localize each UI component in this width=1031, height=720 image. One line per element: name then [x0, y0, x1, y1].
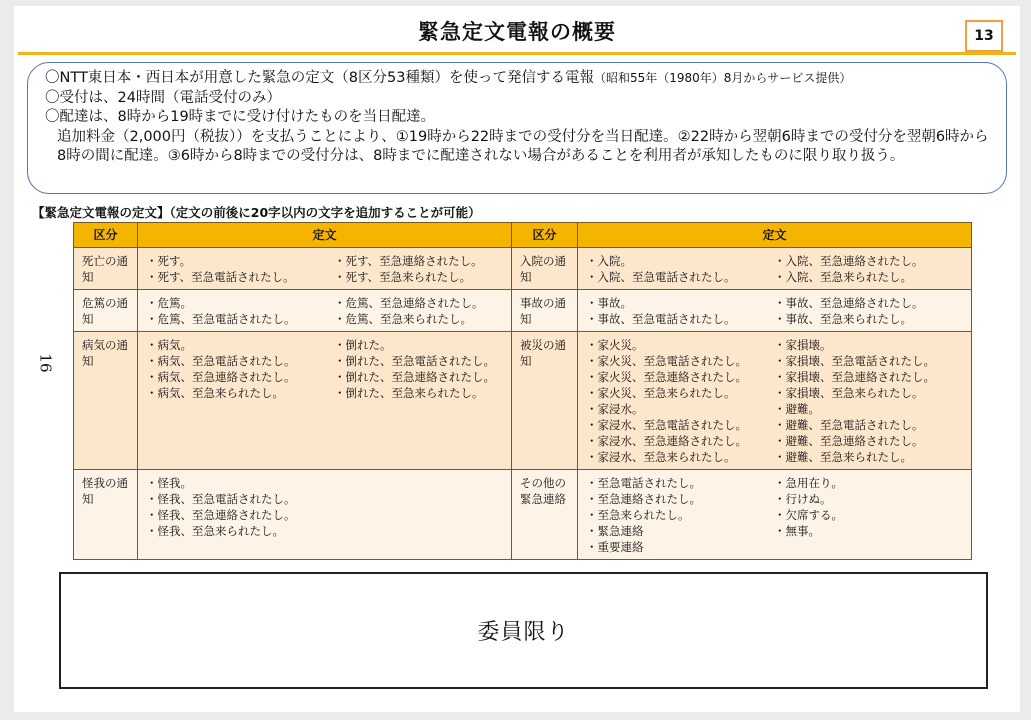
- phrases-columns: [146, 475, 505, 539]
- phrase-entry: ・入院、至急連絡されたし。: [774, 254, 924, 268]
- phrase-entry: ・家火災、至急来られたし。: [586, 386, 736, 400]
- header-text-left: 定文: [138, 223, 512, 248]
- phrase-column: [774, 295, 965, 327]
- summary-line-service: [45, 69, 990, 89]
- phrases-cell: [578, 290, 972, 332]
- committee-only-box: [59, 572, 988, 689]
- phrase-entry: ・急用在り。: [774, 476, 843, 490]
- phrase-entry: ・避難、至急電話されたし。: [774, 418, 924, 432]
- phrase-entry: ・病気。: [146, 338, 192, 352]
- category-cell: その他の緊急連絡: [512, 470, 578, 560]
- phrase-entry: ・事故、至急来られたし。: [774, 312, 912, 326]
- title-underline: [18, 52, 1016, 55]
- summary-service-text: 〇NTT東日本・西日本が用意した緊急の定文（8区分53種類）を使って発信する電報: [45, 70, 594, 86]
- header-category-left: 区分: [74, 223, 138, 248]
- phrase-entry: ・避難、至急連絡されたし。: [774, 434, 924, 448]
- phrase-entry: ・怪我、至急連絡されたし。: [146, 508, 296, 522]
- phrase-entry: ・欠席する。: [774, 508, 843, 522]
- phrase-entry: ・家火災、至急電話されたし。: [586, 354, 747, 368]
- phrases-columns: [586, 253, 965, 285]
- phrase-entry: ・病気、至急連絡されたし。: [146, 370, 296, 384]
- phrase-entry: ・危篤、至急連絡されたし。: [334, 296, 484, 310]
- phrase-entry: ・死す、至急来られたし。: [334, 270, 472, 284]
- phrase-entry: ・避難。: [774, 402, 820, 416]
- phrase-entry: ・入院、至急来られたし。: [774, 270, 912, 284]
- phrase-column: [334, 253, 505, 285]
- header-category-right: 区分: [512, 223, 578, 248]
- phrase-entry: ・入院、至急電話されたし。: [586, 270, 736, 284]
- phrase-column: [146, 295, 334, 327]
- phrase-entry: ・怪我、至急電話されたし。: [146, 492, 296, 506]
- phrases-columns: [586, 337, 965, 465]
- phrase-entry: ・事故、至急電話されたし。: [586, 312, 736, 326]
- summary-line-extra-fee: 追加料金（2,000円（税抜））を支払うことにより、①19時から22時までの受付分を当日配達。②22時から翌朝6時までの受付分を翌朝6時から8時の間に配達。③6時から8時までの受付分は、8時までに配達されない場合があることを利用者が承知したものに限り取り扱う。: [57, 128, 989, 164]
- phrase-entry: ・危篤、至急電話されたし。: [146, 312, 296, 326]
- phrase-entry: ・事故、至急連絡されたし。: [774, 296, 924, 310]
- phrase-column: [586, 475, 774, 555]
- phrase-column: [774, 337, 965, 465]
- phrase-entry: ・緊急連絡: [586, 524, 644, 538]
- phrase-entry: ・家損壊、至急来られたし。: [774, 386, 924, 400]
- table-row: [74, 290, 972, 332]
- phrase-column: [586, 295, 774, 327]
- phrases-columns: [146, 295, 505, 327]
- phrase-column: [334, 475, 505, 539]
- table-row: [74, 332, 972, 470]
- phrases-columns: [146, 253, 505, 285]
- page-number-box: 13: [965, 20, 1003, 52]
- side-page-number: 16: [36, 353, 55, 373]
- phrase-entry: ・家浸水。: [586, 402, 644, 416]
- phrase-column: [774, 475, 965, 555]
- phrase-entry: ・家浸水、至急電話されたし。: [586, 418, 747, 432]
- phrases-columns: [586, 475, 965, 555]
- phrase-entry: ・家火災。: [586, 338, 644, 352]
- phrase-entry: ・至急来られたし。: [586, 508, 690, 522]
- phrase-entry: ・家損壊。: [774, 338, 832, 352]
- phrase-entry: ・倒れた、至急電話されたし。: [334, 354, 495, 368]
- header-text-right: 定文: [578, 223, 972, 248]
- phrase-entry: ・無事。: [774, 524, 820, 538]
- phrase-entry: ・怪我、至急来られたし。: [146, 524, 284, 538]
- phrase-entry: ・重要連絡: [586, 540, 644, 554]
- phrases-cell: [138, 332, 512, 470]
- table-row: [74, 470, 972, 560]
- phrase-entry: ・死す、至急電話されたし。: [146, 270, 295, 284]
- phrase-entry: ・入院。: [586, 254, 632, 268]
- phrase-column: [586, 337, 774, 465]
- phrase-column: [146, 337, 334, 401]
- phrase-column: [334, 295, 505, 327]
- phrase-entry: ・病気、至急電話されたし。: [146, 354, 296, 368]
- phrases-columns: [586, 295, 965, 327]
- phrase-entry: ・行けぬ。: [774, 492, 832, 506]
- table-body: [74, 248, 972, 560]
- phrase-column: [334, 337, 505, 401]
- phrase-entry: ・家損壊、至急電話されたし。: [774, 354, 935, 368]
- phrases-columns: [146, 337, 505, 401]
- table-caption: 【緊急定文電報の定文】（定文の前後に20字以内の文字を追加することが可能）: [32, 205, 481, 220]
- phrase-column: [586, 253, 774, 285]
- phrase-entry: ・家火災、至急連絡されたし。: [586, 370, 747, 384]
- phrase-column: [146, 253, 334, 285]
- summary-line-delivery: 〇配達は、8時から19時までに受け付けたものを当日配達。: [45, 109, 436, 125]
- phrase-entry: ・病気、至急来られたし。: [146, 386, 284, 400]
- phrase-entry: ・家浸水、至急連絡されたし。: [586, 434, 747, 448]
- phrase-entry: ・事故。: [586, 296, 632, 310]
- summary-line-reception: 〇受付は、24時間（電話受付のみ）: [45, 89, 281, 106]
- phrase-entry: ・倒れた、至急来られたし。: [334, 386, 484, 400]
- category-cell: 事故の通知: [512, 290, 578, 332]
- phrase-entry: ・危篤、至急来られたし。: [334, 312, 472, 326]
- category-cell: 危篤の通知: [74, 290, 138, 332]
- phrases-cell: [138, 248, 512, 290]
- phrase-entry: ・怪我。: [146, 476, 192, 490]
- phrases-cell: [578, 248, 972, 290]
- phrase-entry: ・倒れた、至急連絡されたし。: [334, 370, 495, 384]
- summary-box: [27, 62, 1007, 194]
- phrases-cell: [578, 470, 972, 560]
- phrase-column: [774, 253, 965, 285]
- slide-title: 緊急定文電報の概要: [418, 20, 616, 44]
- phrase-entry: ・家浸水、至急来られたし。: [586, 450, 736, 464]
- phrase-entry: ・死す、至急連絡されたし。: [334, 254, 483, 268]
- committee-only-label: 委員限り: [477, 620, 570, 645]
- slide: [14, 6, 1020, 712]
- summary-service-note: （昭和55年（1980年）8月からサービス提供）: [593, 71, 852, 85]
- category-cell: 被災の通知: [512, 332, 578, 470]
- category-cell: 死亡の通知: [74, 248, 138, 290]
- phrases-cell: [138, 290, 512, 332]
- phrase-entry: ・死す。: [146, 254, 192, 268]
- phrase-column: [146, 475, 334, 539]
- phrase-entry: ・倒れた。: [334, 338, 392, 352]
- phrase-entry: ・至急電話されたし。: [586, 476, 701, 490]
- definitions-table: [73, 222, 972, 560]
- phrase-entry: ・至急連絡されたし。: [586, 492, 701, 506]
- phrase-entry: ・避難、至急来られたし。: [774, 450, 912, 464]
- category-cell: 病気の通知: [74, 332, 138, 470]
- table-header-row: [74, 223, 972, 248]
- table-row: [74, 248, 972, 290]
- phrase-entry: ・危篤。: [146, 296, 192, 310]
- phrases-cell: [138, 470, 512, 560]
- phrases-cell: [578, 332, 972, 470]
- phrase-entry: ・家損壊、至急連絡されたし。: [774, 370, 935, 384]
- category-cell: 入院の通知: [512, 248, 578, 290]
- category-cell: 怪我の通知: [74, 470, 138, 560]
